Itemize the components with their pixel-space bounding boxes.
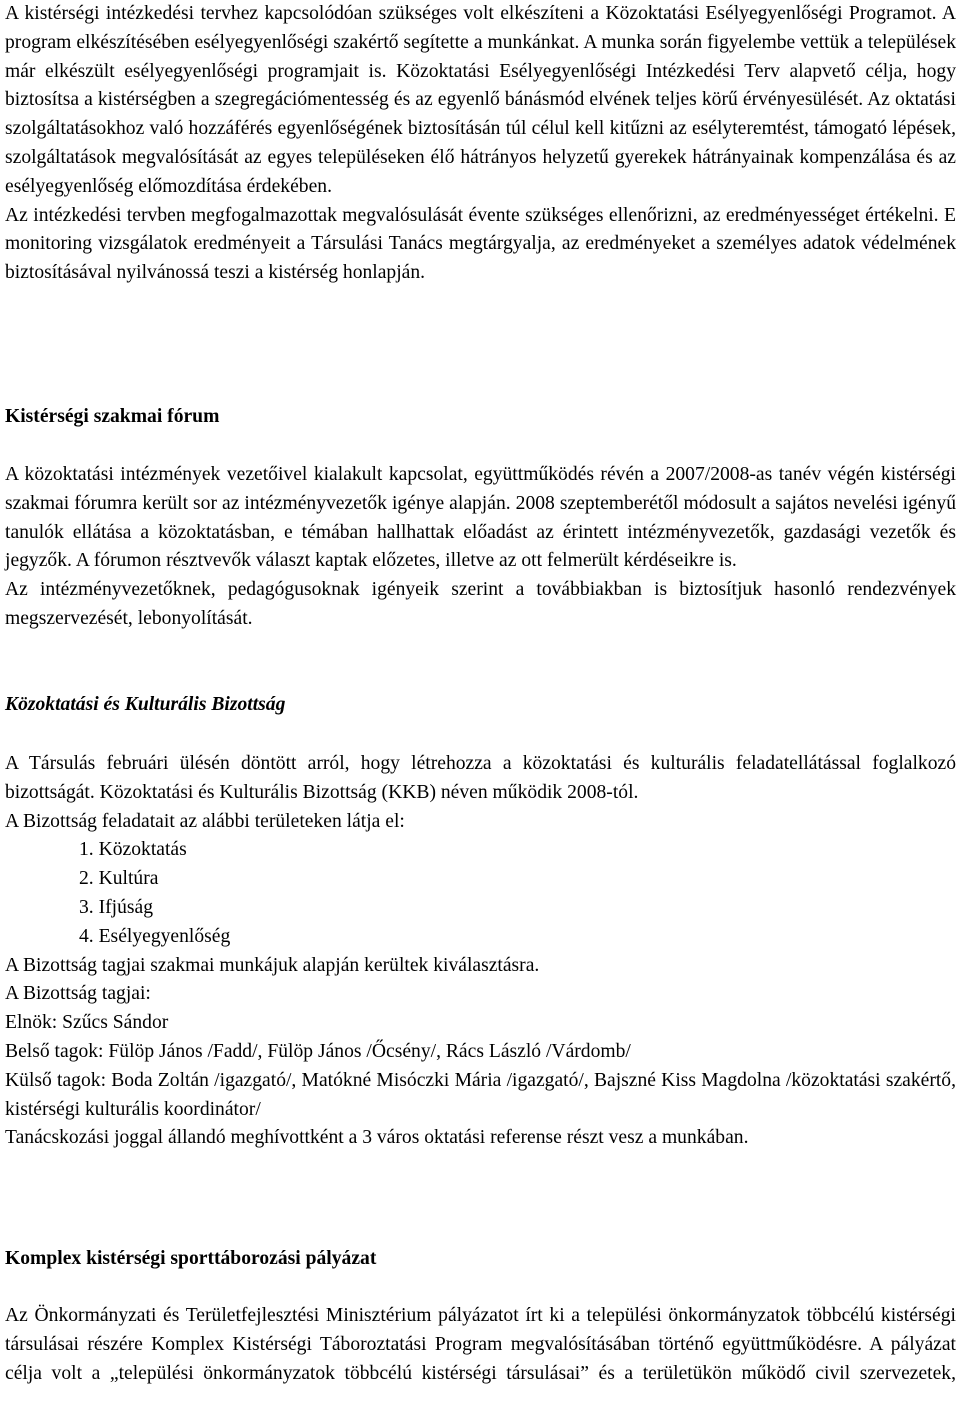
sport-paragraph: Az Önkormányzati és Területfejlesztési Minisztérium pályázatot írt ki a települési önkormányzatok többcélú kistérségi társulásai részére Komplex Kistérségi Táboroztatási Program megvalósításában történő együttműködésre. A pályázat célja volt a „települési önkormányzatok többcélú kistérségi társulásai” és a területükön működő civil szervezetek, — [5, 1305, 956, 1384]
committee-selection: A Bizottság tagjai szakmai munkájuk alapján kerültek kiválasztásra. — [5, 954, 540, 976]
forum-paragraph-2: Az intézményvezetőknek, pedagógusoknak igényeik szerint a továbbiakban is biztosítjuk hasonló rendezvények megszervezését, lebonyolítását. — [5, 579, 956, 629]
intro-paragraph-2: Az intézkedési tervben megfogalmazottak megvalósulását évente szükséges ellenőrizni, az eredményességet értékelni. E monitoring vizsgálatok eredményeit a Társulási Tanács megtárgyalja, az eredményeket a személyes adatok védelmének biztosításával nyilvánossá teszi a kistérség honlapján. — [5, 204, 956, 284]
list-item: 3. Ifjúság — [79, 896, 154, 918]
committee-chair: Elnök: Szűcs Sándor — [5, 1012, 169, 1034]
committee-members-label: A Bizottság tagjai: — [5, 983, 151, 1005]
sport-section — [5, 1302, 956, 1388]
sport-heading-block — [5, 1245, 956, 1274]
committee-heading-block — [5, 691, 956, 720]
committee-areas-list — [5, 836, 956, 951]
committee-external-members: Külső tagok: Boda Zoltán /igazgató/, Matókné Misóczki Mária /igazgató/, Bajszné Kiss Magdolna /közoktatási szakértő, kistérségi kulturális koordinátor/ — [5, 1069, 956, 1120]
forum-paragraph-1: A közoktatási intézmények vezetőivel kialakult kapcsolat, együttműködés révén a 2007/2008-as tanév végén kistérségi szakmai fórumra került sor az intézményvezetők igénye alapján. 2008 szeptemberétől módosult a sajátos nevelési igényű tanulók ellátása a közoktatásban, e témában hallhattak előadást az érintett intézményvezetők, gazdasági vezetők és jegyzők. A fórumon résztvevők választ kaptak előzetes, illetve az ott felmerült kérdéseikre is. — [5, 464, 956, 572]
committee-section — [5, 750, 956, 1153]
list-item: 2. Kultúra — [79, 868, 159, 890]
committee-intro: A Társulás februári ülésén döntött arról, hogy létrehozza a közoktatási és kulturális feladatellátással foglalkozó bizottságát. Közoktatási és Kulturális Bizottság (KKB) néven működik 2008-tól. — [5, 753, 956, 803]
list-item: 1. Közoktatás — [79, 839, 187, 861]
committee-internal-members: Belső tagok: Fülöp János /Fadd/, Fülöp János /Őcsény/, Rács László /Várdomb/ — [5, 1040, 631, 1062]
committee-advisory: Tanácskozási joggal állandó meghívottként a 3 város oktatási referense részt vesz a munkában. — [5, 1127, 749, 1149]
committee-heading: Közoktatási és Kulturális Bizottság — [5, 694, 286, 715]
committee-areas-intro: A Bizottság feladatait az alábbi területeken látja el: — [5, 810, 405, 832]
intro-paragraph-1: A kistérségi intézkedési tervhez kapcsolódóan szükséges volt elkészíteni a Közoktatási Esélyegyenlőségi Programot. A program elkészítésében esélyegyenlőségi szakértő segítette a munkánkat. A munka során figyelembe vettük a települések már elkészült esélyegyenlőségi programjait is. Közoktatási Esélyegyenlőségi Intézkedési Terv alapvető célja, hogy biztosítsa a kistérségben a szegregációmentesség és az egyenlő bánásmód elvének teljes körű érvényesülését. Az oktatási szolgáltatásokhoz való hozzáférés egyenlőségének biztosításán túl célul kell kitűzni az esélyteremtést, támogató lépések, szolgáltatások megvalósítását az egyes településeken élő hátrányos helyzetű gyerekek hátrányainak kompenzálása és az esélyegyenlőség előmozdítása érdekében. — [5, 3, 956, 197]
list-item: 4. Esélyegyenlőség — [79, 925, 231, 947]
intro-section — [5, 0, 956, 288]
forum-heading: Kistérségi szakmai fórum — [5, 406, 220, 427]
sport-heading: Komplex kistérségi sporttáborozási pályázat — [5, 1248, 377, 1269]
forum-heading-block — [5, 403, 956, 432]
forum-section — [5, 461, 956, 634]
